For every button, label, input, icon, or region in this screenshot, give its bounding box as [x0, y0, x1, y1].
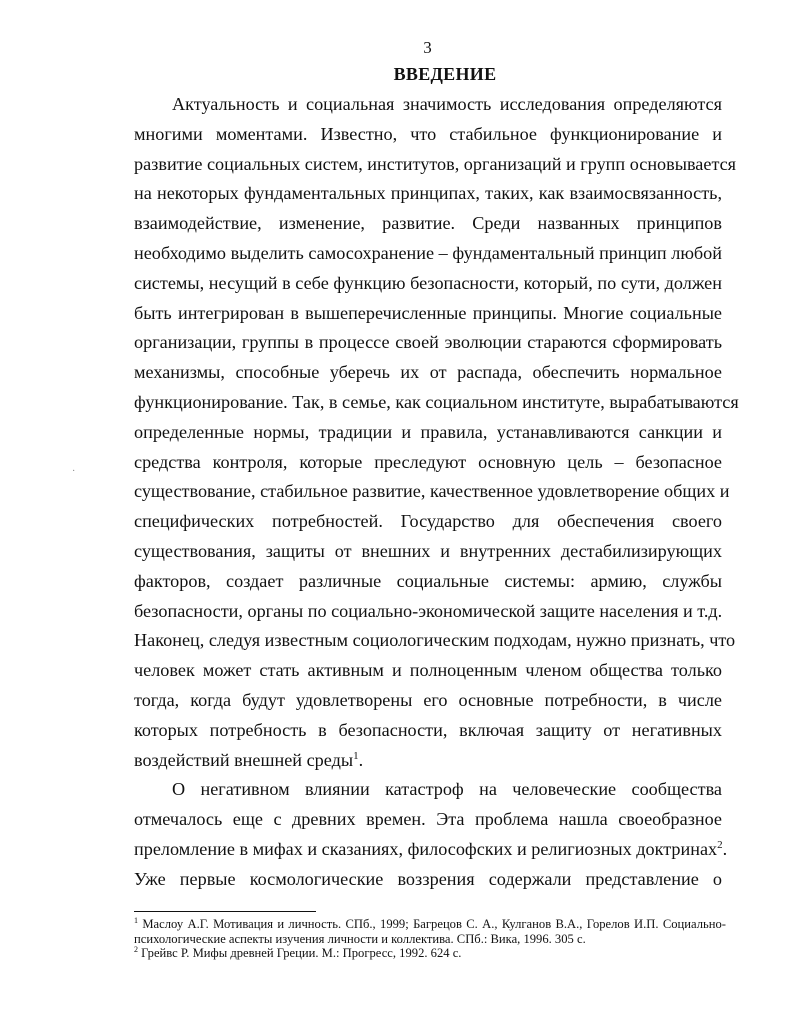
text-line: многими моментами. Известно, что стабильное функционирование и	[134, 123, 722, 144]
footnote-separator	[134, 911, 316, 912]
text-line: которых потребность в безопасности, включая защиту от негативных	[134, 719, 722, 740]
body-text	[134, 90, 739, 895]
text-line: механизмы, способные уберечь их от распада, обеспечить нормальное	[134, 362, 722, 383]
footnote-number: 2	[134, 944, 138, 954]
text-line: развитие социальных систем, институтов, организаций и групп основывается	[134, 153, 737, 174]
scan-speck: ·	[72, 466, 76, 477]
text-line: системы, несущий в себе функцию безопасности, который, по сути, должен	[134, 272, 722, 293]
footnote-number: 1	[134, 915, 138, 925]
text-line: О негативном влиянии катастроф на человеческие сообщества	[172, 779, 722, 800]
footnote-ref: 2	[717, 838, 723, 851]
text-fragment: .	[722, 838, 728, 859]
text-line: Актуальность и социальная значимость исследования определяются	[172, 94, 722, 114]
section-heading: ВВЕДЕНИЕ	[393, 64, 497, 84]
text-line: тогда, когда будут удовлетворены его основные потребности, в числе	[134, 689, 722, 710]
text-line: взаимодействие, изменение, развитие. Среди названных принципов	[134, 213, 722, 234]
text-line: определенные нормы, традиции и правила, устанавливаются санкции и	[134, 421, 722, 442]
text-line: существование, стабильное развитие, качественное удовлетворение общих и	[134, 481, 730, 502]
text-line: отмечалось еще с древних времен. Эта проблема нашла своеобразное	[134, 809, 722, 830]
footnote-text: Маслоу А.Г. Мотивация и личность. СПб., 1999; Багрецов С. А., Кулганов В.А., Горелов И.П. Социально-	[142, 917, 726, 931]
footnote-1-continued: психологические аспекты изучения личности и коллектива. СПб.: Вика, 1996. 305 с.	[134, 931, 586, 946]
text-line	[134, 835, 728, 865]
footnotes	[134, 917, 726, 961]
footnote-2	[134, 946, 726, 961]
text-line: функционирование. Так, в семье, как социальном институте, вырабатываются	[134, 391, 739, 412]
text-line: Уже первые космологические воззрения содержали представление о	[134, 868, 722, 889]
text-line: человек может стать активным и полноценным членом общества только	[134, 660, 722, 681]
text-line: необходимо выделить самосохранение – фундаментальный принцип любой	[134, 242, 722, 263]
paragraph-1	[134, 90, 739, 775]
text-line: на некоторых фундаментальных принципах, таких, как взаимосвязанность,	[134, 183, 722, 204]
text-line: средства контроля, которые преследуют основную цель – безопасное	[134, 451, 722, 472]
text-fragment: воздействий внешней среды	[134, 749, 354, 770]
text-line: Наконец, следуя известным социологическим подходам, нужно признать, что	[134, 630, 736, 651]
text-line: факторов, создает различные социальные системы: армию, службы	[134, 570, 722, 591]
footnote-1	[134, 917, 726, 932]
footnote-text: Грейвс Р. Мифы древней Греции. М.: Прогресс, 1992. 624 с.	[141, 946, 462, 960]
text-line: воздействий внешней среды$^1$.	[134, 749, 364, 770]
text-line: организации, группы в процессе своей эволюции стараются сформировать	[134, 332, 722, 353]
paragraph-2	[134, 775, 728, 894]
page-number: 3	[423, 38, 432, 57]
text-fragment: преломление в мифах и сказаниях, философских и религиозных доктринах	[134, 838, 718, 859]
text-line: специфических потребностей. Государство для обеспечения своего	[134, 511, 722, 532]
footnote-ref: 1	[353, 749, 359, 762]
text-line: существования, защиты от внешних и внутренних дестабилизирующих	[134, 540, 722, 561]
text-line: безопасности, органы по социально-экономической защите населения и т.д.	[134, 600, 723, 621]
text-line: быть интегрирован в вышеперечисленные принципы. Многие социальные	[134, 302, 722, 323]
